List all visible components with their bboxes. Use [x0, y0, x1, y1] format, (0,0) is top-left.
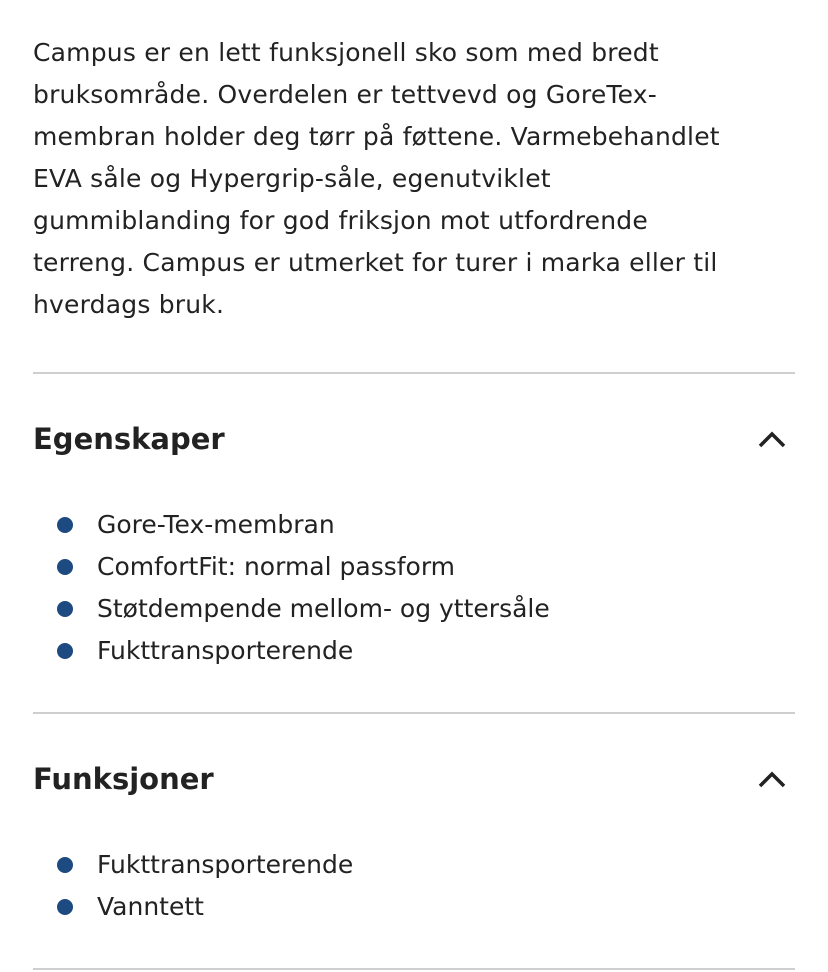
section-title: Funksjoner — [33, 762, 214, 796]
description-line: EVA såle og Hypergrip-såle, egenutviklet — [33, 164, 551, 193]
feature-list — [33, 504, 795, 712]
list-item — [33, 504, 795, 546]
description-line: membran holder deg tørr på føttene. Varmebehandlet — [33, 122, 720, 151]
list-item-text: Fukttransporterende — [97, 850, 354, 879]
list-item-text: ComfortFit: normal passform — [97, 552, 456, 581]
chevron-up-icon[interactable] — [757, 769, 787, 789]
description-line: terreng. Campus er utmerket for turer i marka eller til — [33, 248, 718, 277]
bullet-icon — [57, 559, 73, 575]
bullet-icon — [57, 857, 73, 873]
list-item-text: Støtdempende mellom- og yttersåle — [97, 594, 550, 623]
list-item — [33, 588, 795, 630]
description-line: bruksområde. Overdelen er tettvevd og GoreTex- — [33, 80, 657, 109]
list-item-text: Fukttransporterende — [97, 636, 354, 665]
list-item-text: Vanntett — [97, 892, 204, 921]
list-item — [33, 886, 795, 928]
bullet-icon — [57, 643, 73, 659]
description-line: gummiblanding for god friksjon mot utfordrende — [33, 206, 648, 235]
product-description — [33, 0, 795, 326]
list-item — [33, 844, 795, 886]
accordion-egenskaper — [33, 374, 795, 712]
feature-list — [33, 844, 795, 968]
bullet-icon — [57, 899, 73, 915]
accordion-header-funksjoner[interactable] — [33, 714, 795, 844]
chevron-up-icon[interactable] — [757, 429, 787, 449]
bullet-icon — [57, 517, 73, 533]
description-line: Campus er en lett funksjonell sko som med bredt — [33, 38, 659, 67]
list-item — [33, 630, 795, 672]
list-item-text: Gore-Tex-membran — [97, 510, 335, 539]
description-line: hverdags bruk. — [33, 290, 225, 319]
divider — [33, 968, 795, 970]
accordion-funksjoner — [33, 714, 795, 968]
accordion-header-egenskaper[interactable] — [33, 374, 795, 504]
bullet-icon — [57, 601, 73, 617]
list-item — [33, 546, 795, 588]
section-title: Egenskaper — [33, 422, 225, 456]
